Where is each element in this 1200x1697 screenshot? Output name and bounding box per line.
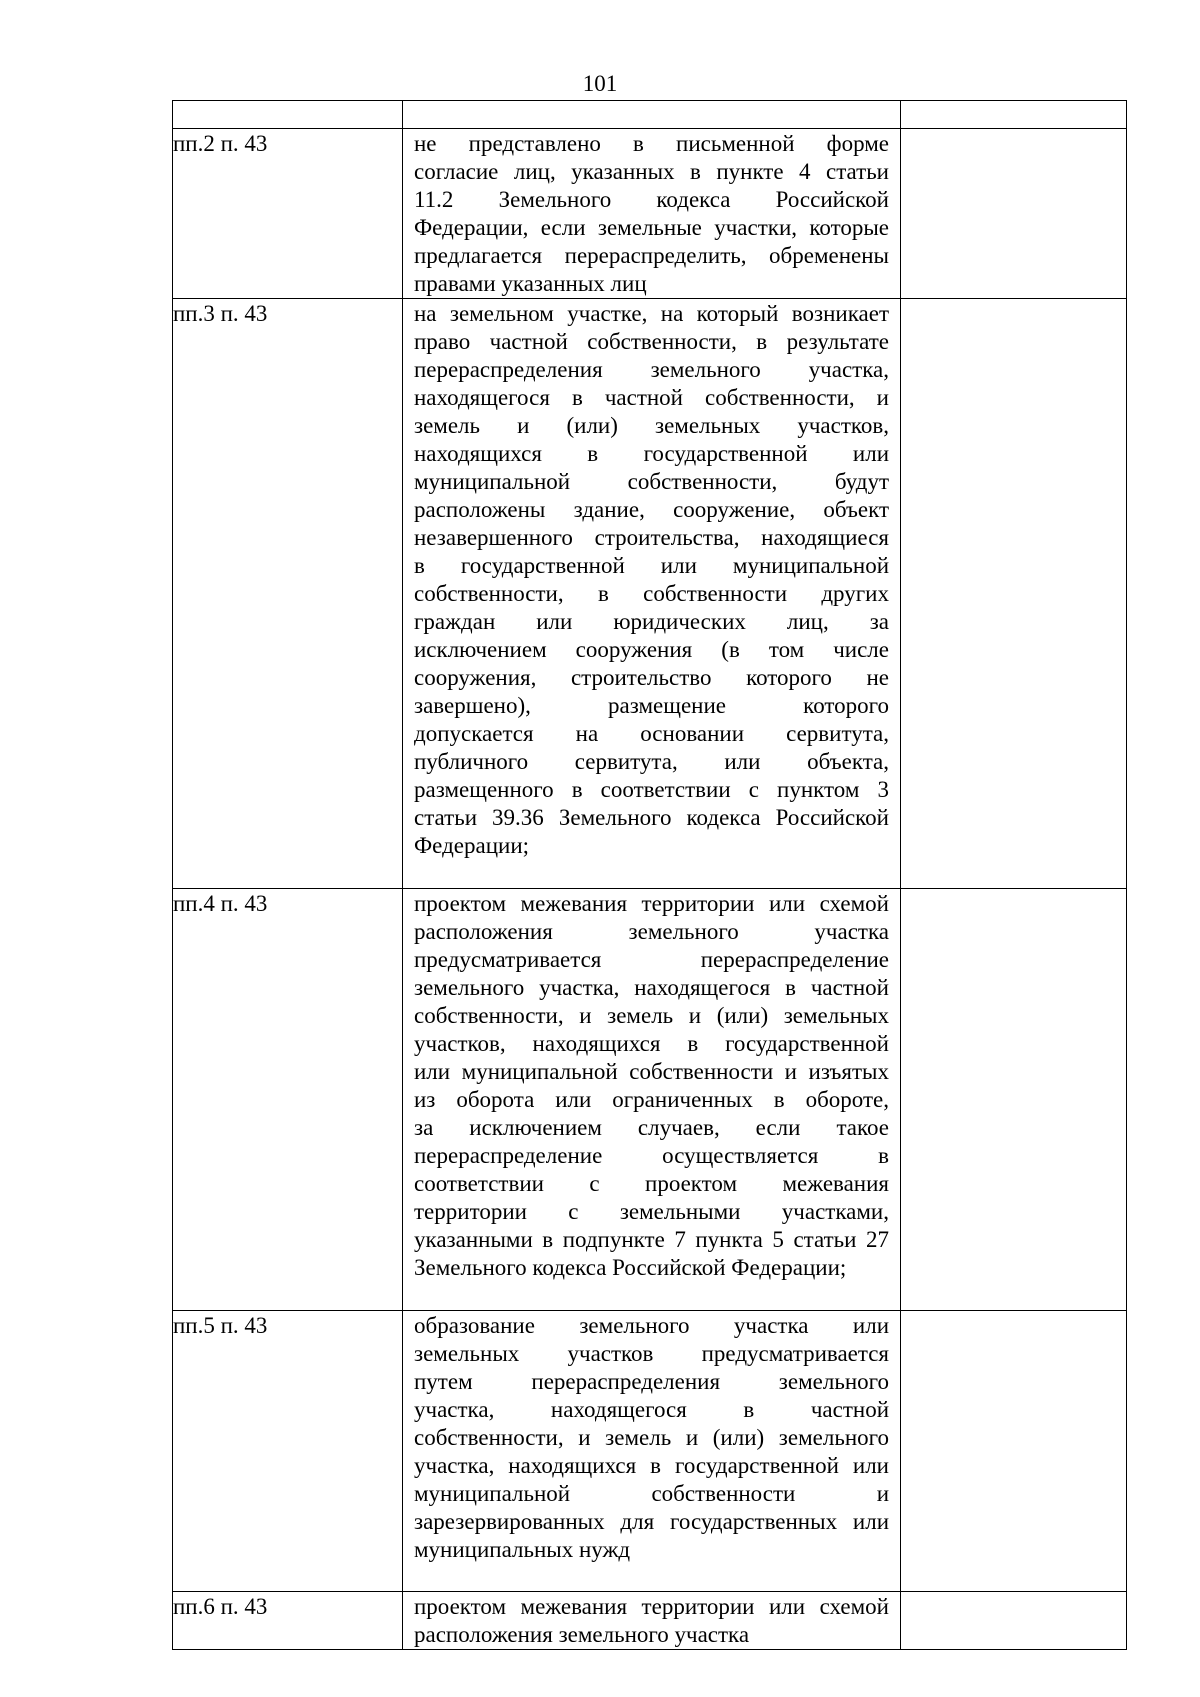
- text-line: предлагается перераспределить, обременены: [414, 243, 889, 268]
- text-line: размещенного в соответствии с пунктом 3: [414, 777, 889, 802]
- text-line: или муниципальной собственности и изъятых: [414, 1059, 889, 1084]
- table-header-row: [173, 101, 1127, 129]
- text-line: расположения земельного участка: [414, 919, 889, 944]
- text-line: путем перераспределения земельного: [414, 1369, 889, 1394]
- row-ref-cell: [173, 1311, 403, 1592]
- text-line: исключением сооружения (в том числе: [414, 637, 889, 662]
- row-text-cell: [403, 129, 901, 299]
- row-ref-cell: [173, 889, 403, 1311]
- text-line: перераспределения земельного участка,: [414, 357, 889, 382]
- text-line: муниципальной собственности, будут: [414, 469, 889, 494]
- text-line: указанными в подпункте 7 пункта 5 статьи 27: [414, 1227, 889, 1252]
- text-line: проектом межевания территории или схемой: [414, 891, 889, 916]
- row-empty-cell: [901, 1311, 1127, 1592]
- row-text: [403, 129, 900, 298]
- header-cell-2: [403, 101, 901, 129]
- text-line: допускается на основании сервитута,: [414, 721, 889, 746]
- text-line: завершено), размещение которого: [414, 693, 889, 718]
- row-empty-cell: [901, 129, 1127, 299]
- text-line: находящегося в частной собственности, и: [414, 385, 889, 410]
- text-line: из оборота или ограниченных в обороте,: [414, 1087, 889, 1112]
- text-line: собственности, и земель и (или) земельных: [414, 1003, 889, 1028]
- text-line: право частной собственности, в результате: [414, 329, 889, 354]
- text-line: участка, находящихся в государственной или: [414, 1453, 889, 1478]
- text-line: расположения земельного участка: [414, 1622, 750, 1647]
- text-line: находящихся в государственной или: [414, 441, 889, 466]
- table-row: [173, 1311, 1127, 1592]
- row-text-cell: [403, 1592, 901, 1650]
- text-line: Федерации, если земельные участки, которые: [414, 215, 889, 240]
- page-number: 101: [582, 71, 618, 96]
- header-cell-1: [173, 101, 403, 129]
- table-row: [173, 299, 1127, 889]
- text-line: правами указанных лиц: [414, 271, 647, 296]
- text-line: муниципальных нужд: [414, 1537, 631, 1562]
- row-empty-cell: [901, 889, 1127, 1311]
- text-line: незавершенного строительства, находящиеся: [414, 525, 889, 550]
- text-line: предусматривается перераспределение: [414, 947, 889, 972]
- text-line: статьи 39.36 Земельного кодекса Российской: [414, 805, 889, 830]
- row-text: [403, 1311, 900, 1564]
- row-ref: пп.5 п. 43: [173, 1313, 268, 1338]
- row-empty-cell: [901, 299, 1127, 889]
- row-ref-cell: [173, 129, 403, 299]
- text-line: образование земельного участка или: [414, 1313, 889, 1338]
- text-line: граждан или юридических лиц, за: [414, 609, 889, 634]
- text-line: в государственной или муниципальной: [414, 553, 889, 578]
- text-line: земельных участков предусматривается: [414, 1341, 889, 1366]
- text-line: земель и (или) земельных участков,: [414, 413, 889, 438]
- text-line: на земельном участке, на который возникает: [414, 301, 889, 326]
- text-line: не представлено в письменной форме: [414, 131, 889, 156]
- row-ref-cell: [173, 299, 403, 889]
- row-text-cell: [403, 1311, 901, 1592]
- text-line: земельного участка, находящегося в частной: [414, 975, 889, 1000]
- text-line: участков, находящихся в государственной: [414, 1031, 889, 1056]
- text-line: за исключением случаев, если такое: [414, 1115, 889, 1140]
- text-line: собственности, и земель и (или) земельного: [414, 1425, 889, 1450]
- row-empty-cell: [901, 1592, 1127, 1650]
- text-line: участка, находящегося в частной: [414, 1397, 889, 1422]
- text-line: проектом межевания территории или схемой: [414, 1594, 889, 1619]
- row-ref: пп.6 п. 43: [173, 1594, 268, 1619]
- table-row: [173, 889, 1127, 1311]
- text-line: Федерации;: [414, 833, 530, 858]
- text-line: публичного сервитута, или объекта,: [414, 749, 889, 774]
- text-line: соответствии с проектом межевания: [414, 1171, 889, 1196]
- text-line: собственности, в собственности других: [414, 581, 889, 606]
- row-text-cell: [403, 889, 901, 1311]
- text-line: 11.2 Земельного кодекса Российской: [414, 187, 889, 212]
- row-ref: пп.2 п. 43: [173, 131, 268, 156]
- text-line: сооружения, строительство которого не: [414, 665, 889, 690]
- row-ref-cell: [173, 1592, 403, 1650]
- row-ref: пп.3 п. 43: [173, 301, 268, 326]
- text-line: перераспределение осуществляется в: [414, 1143, 889, 1168]
- document-table: [172, 100, 1127, 1650]
- row-text: [403, 889, 900, 1282]
- text-line: Земельного кодекса Российской Федерации;: [414, 1255, 847, 1280]
- row-text: [403, 1592, 900, 1649]
- row-text: [403, 299, 900, 860]
- header-cell-3: [901, 101, 1127, 129]
- table-row: [173, 129, 1127, 299]
- text-line: зарезервированных для государственных или: [414, 1509, 889, 1534]
- table-row: [173, 1592, 1127, 1650]
- text-line: согласие лиц, указанных в пункте 4 статьи: [414, 159, 889, 184]
- text-line: муниципальной собственности и: [414, 1481, 889, 1506]
- text-line: территории с земельными участками,: [414, 1199, 889, 1224]
- row-ref: пп.4 п. 43: [173, 891, 268, 916]
- row-text-cell: [403, 299, 901, 889]
- text-line: расположены здание, сооружение, объект: [414, 497, 889, 522]
